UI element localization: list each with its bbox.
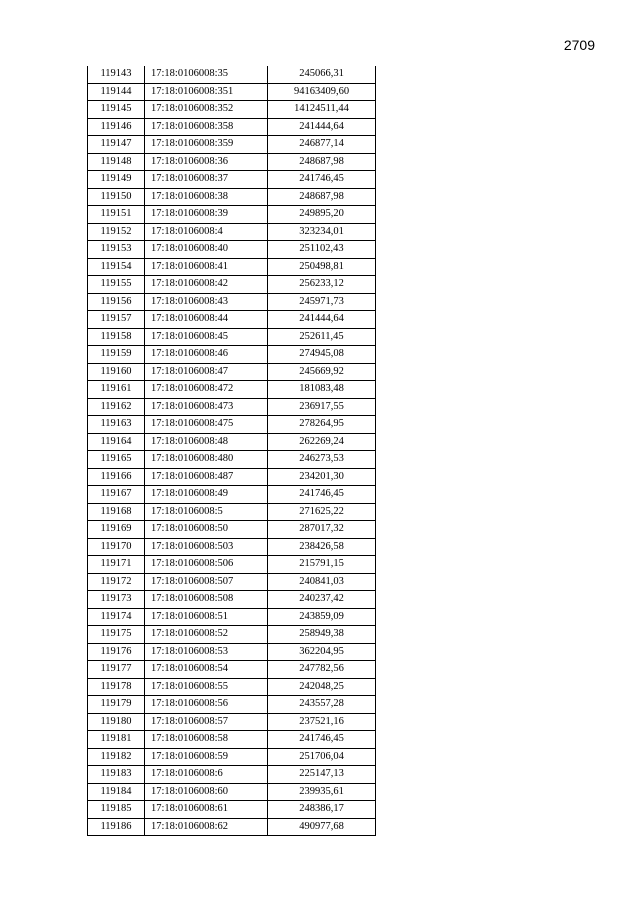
cadastral-number-cell: 17:18:0106008:53 [145, 643, 268, 661]
cadastral-value-cell: 248386,17 [268, 801, 376, 819]
table-row [88, 206, 376, 224]
cadastral-number-cell: 17:18:0106008:50 [145, 521, 268, 539]
record-number-cell: 119183 [88, 766, 145, 784]
cadastral-number-cell: 17:18:0106008:62 [145, 818, 268, 836]
cadastral-value-cell: 271625,22 [268, 503, 376, 521]
table-row [88, 153, 376, 171]
cadastral-value-cell: 252611,45 [268, 328, 376, 346]
cadastral-number-cell: 17:18:0106008:487 [145, 468, 268, 486]
cadastral-number-cell: 17:18:0106008:473 [145, 398, 268, 416]
cadastral-value-cell: 251706,04 [268, 748, 376, 766]
cadastral-value-cell: 240841,03 [268, 573, 376, 591]
record-number-cell: 119171 [88, 556, 145, 574]
table-row [88, 258, 376, 276]
table-row [88, 486, 376, 504]
cadastral-value-cell: 239935,61 [268, 783, 376, 801]
record-number-cell: 119157 [88, 311, 145, 329]
cadastral-number-cell: 17:18:0106008:48 [145, 433, 268, 451]
cadastral-number-cell: 17:18:0106008:508 [145, 591, 268, 609]
record-number-cell: 119170 [88, 538, 145, 556]
cadastral-number-cell: 17:18:0106008:475 [145, 416, 268, 434]
cadastral-number-cell: 17:18:0106008:59 [145, 748, 268, 766]
record-number-cell: 119169 [88, 521, 145, 539]
table-row [88, 381, 376, 399]
table-row [88, 346, 376, 364]
cadastral-number-cell: 17:18:0106008:506 [145, 556, 268, 574]
table-row [88, 643, 376, 661]
cadastral-number-cell: 17:18:0106008:507 [145, 573, 268, 591]
table-row [88, 783, 376, 801]
record-number-cell: 119164 [88, 433, 145, 451]
table-row [88, 136, 376, 154]
table-row [88, 451, 376, 469]
cadastral-number-cell: 17:18:0106008:4 [145, 223, 268, 241]
cadastral-number-cell: 17:18:0106008:38 [145, 188, 268, 206]
cadastral-number-cell: 17:18:0106008:54 [145, 661, 268, 679]
table-row [88, 626, 376, 644]
cadastral-value-cell: 251102,43 [268, 241, 376, 259]
cadastral-value-cell: 245669,92 [268, 363, 376, 381]
table-row [88, 223, 376, 241]
cadastral-number-cell: 17:18:0106008:61 [145, 801, 268, 819]
record-number-cell: 119162 [88, 398, 145, 416]
table-row [88, 101, 376, 119]
record-number-cell: 119151 [88, 206, 145, 224]
cadastral-number-cell: 17:18:0106008:36 [145, 153, 268, 171]
cadastral-value-cell: 250498,81 [268, 258, 376, 276]
record-number-cell: 119150 [88, 188, 145, 206]
table-row [88, 276, 376, 294]
table-row [88, 416, 376, 434]
record-number-cell: 119161 [88, 381, 145, 399]
cadastral-value-cell: 362204,95 [268, 643, 376, 661]
cadastral-number-cell: 17:18:0106008:43 [145, 293, 268, 311]
record-number-cell: 119172 [88, 573, 145, 591]
cadastral-value-cell: 246877,14 [268, 136, 376, 154]
record-number-cell: 119156 [88, 293, 145, 311]
cadastral-value-cell: 243859,09 [268, 608, 376, 626]
cadastral-value-cell: 94163409,60 [268, 83, 376, 101]
table-row [88, 118, 376, 136]
cadastral-number-cell: 17:18:0106008:44 [145, 311, 268, 329]
table-row [88, 696, 376, 714]
cadastral-value-cell: 256233,12 [268, 276, 376, 294]
table-row [88, 433, 376, 451]
cadastral-number-cell: 17:18:0106008:41 [145, 258, 268, 276]
record-number-cell: 119174 [88, 608, 145, 626]
cadastral-value-cell: 238426,58 [268, 538, 376, 556]
cadastral-value-cell: 278264,95 [268, 416, 376, 434]
cadastral-number-cell: 17:18:0106008:40 [145, 241, 268, 259]
cadastral-value-cell: 234201,30 [268, 468, 376, 486]
cadastral-number-cell: 17:18:0106008:49 [145, 486, 268, 504]
record-number-cell: 119148 [88, 153, 145, 171]
table-row [88, 801, 376, 819]
cadastral-number-cell: 17:18:0106008:6 [145, 766, 268, 784]
cadastral-number-cell: 17:18:0106008:57 [145, 713, 268, 731]
record-number-cell: 119147 [88, 136, 145, 154]
record-number-cell: 119158 [88, 328, 145, 346]
record-number-cell: 119180 [88, 713, 145, 731]
table-row [88, 818, 376, 836]
record-number-cell: 119167 [88, 486, 145, 504]
record-number-cell: 119185 [88, 801, 145, 819]
table-row [88, 328, 376, 346]
record-number-cell: 119186 [88, 818, 145, 836]
cadastral-value-cell: 323234,01 [268, 223, 376, 241]
cadastral-number-cell: 17:18:0106008:58 [145, 731, 268, 749]
table-row [88, 293, 376, 311]
cadastral-number-cell: 17:18:0106008:480 [145, 451, 268, 469]
cadastral-value-cell: 258949,38 [268, 626, 376, 644]
record-number-cell: 119143 [88, 66, 145, 83]
table-row [88, 678, 376, 696]
table-row [88, 608, 376, 626]
table-row [88, 748, 376, 766]
cadastral-number-cell: 17:18:0106008:51 [145, 608, 268, 626]
table-row [88, 241, 376, 259]
record-number-cell: 119179 [88, 696, 145, 714]
table-row [88, 573, 376, 591]
cadastral-number-cell: 17:18:0106008:39 [145, 206, 268, 224]
record-number-cell: 119153 [88, 241, 145, 259]
cadastral-value-cell: 247782,56 [268, 661, 376, 679]
table-row [88, 521, 376, 539]
cadastral-value-cell: 14124511,44 [268, 101, 376, 119]
record-number-cell: 119184 [88, 783, 145, 801]
cadastral-value-cell: 274945,08 [268, 346, 376, 364]
cadastral-number-cell: 17:18:0106008:45 [145, 328, 268, 346]
record-number-cell: 119178 [88, 678, 145, 696]
record-number-cell: 119152 [88, 223, 145, 241]
cadastral-value-cell: 181083,48 [268, 381, 376, 399]
cadastral-value-cell: 243557,28 [268, 696, 376, 714]
record-number-cell: 119160 [88, 363, 145, 381]
table-row [88, 171, 376, 189]
cadastral-value-cell: 287017,32 [268, 521, 376, 539]
record-number-cell: 119175 [88, 626, 145, 644]
table-row [88, 591, 376, 609]
table-row [88, 503, 376, 521]
table-row [88, 468, 376, 486]
cadastral-value-cell: 242048,25 [268, 678, 376, 696]
table-row [88, 83, 376, 101]
cadastral-number-cell: 17:18:0106008:42 [145, 276, 268, 294]
cadastral-value-cell: 241746,45 [268, 731, 376, 749]
cadastral-value-cell: 262269,24 [268, 433, 376, 451]
cadastral-number-cell: 17:18:0106008:503 [145, 538, 268, 556]
table-row [88, 766, 376, 784]
cadastral-value-cell: 249895,20 [268, 206, 376, 224]
record-number-cell: 119159 [88, 346, 145, 364]
cadastral-number-cell: 17:18:0106008:55 [145, 678, 268, 696]
record-number-cell: 119163 [88, 416, 145, 434]
cadastral-number-cell: 17:18:0106008:352 [145, 101, 268, 119]
table-row [88, 398, 376, 416]
record-number-cell: 119144 [88, 83, 145, 101]
record-number-cell: 119182 [88, 748, 145, 766]
cadastral-value-cell: 236917,55 [268, 398, 376, 416]
table-row [88, 661, 376, 679]
record-number-cell: 119168 [88, 503, 145, 521]
record-number-cell: 119154 [88, 258, 145, 276]
cadastral-value-cell: 248687,98 [268, 153, 376, 171]
record-number-cell: 119149 [88, 171, 145, 189]
cadastral-number-cell: 17:18:0106008:60 [145, 783, 268, 801]
record-number-cell: 119173 [88, 591, 145, 609]
record-number-cell: 119177 [88, 661, 145, 679]
record-number-cell: 119155 [88, 276, 145, 294]
cadastral-value-cell: 241746,45 [268, 171, 376, 189]
table-body [88, 66, 376, 836]
cadastral-number-cell: 17:18:0106008:358 [145, 118, 268, 136]
cadastral-number-cell: 17:18:0106008:359 [145, 136, 268, 154]
cadastral-number-cell: 17:18:0106008:47 [145, 363, 268, 381]
record-number-cell: 119145 [88, 101, 145, 119]
cadastral-number-cell: 17:18:0106008:5 [145, 503, 268, 521]
cadastral-value-cell: 215791,15 [268, 556, 376, 574]
record-number-cell: 119176 [88, 643, 145, 661]
table-row [88, 188, 376, 206]
record-number-cell: 119165 [88, 451, 145, 469]
table-row [88, 713, 376, 731]
cadastral-number-cell: 17:18:0106008:37 [145, 171, 268, 189]
cadastral-value-cell: 490977,68 [268, 818, 376, 836]
table-row [88, 363, 376, 381]
cadastral-value-cell: 248687,98 [268, 188, 376, 206]
cadastral-value-cell: 246273,53 [268, 451, 376, 469]
cadastral-value-cell: 245971,73 [268, 293, 376, 311]
table-row [88, 538, 376, 556]
cadastral-value-cell: 241746,45 [268, 486, 376, 504]
cadastral-value-cell: 245066,31 [268, 66, 376, 83]
cadastral-value-cell: 241444,64 [268, 311, 376, 329]
cadastral-value-cell: 241444,64 [268, 118, 376, 136]
cadastral-number-cell: 17:18:0106008:56 [145, 696, 268, 714]
page-number: 2709 [563, 37, 595, 53]
table-row [88, 311, 376, 329]
cadastral-value-cell: 237521,16 [268, 713, 376, 731]
cadastral-number-cell: 17:18:0106008:351 [145, 83, 268, 101]
record-number-cell: 119146 [88, 118, 145, 136]
table-row [88, 731, 376, 749]
record-number-cell: 119166 [88, 468, 145, 486]
cadastral-value-cell: 240237,42 [268, 591, 376, 609]
record-number-cell: 119181 [88, 731, 145, 749]
table-row [88, 66, 376, 83]
cadastral-value-cell: 225147,13 [268, 766, 376, 784]
cadastral-number-cell: 17:18:0106008:35 [145, 66, 268, 83]
cadastral-value-table [87, 66, 376, 836]
cadastral-number-cell: 17:18:0106008:52 [145, 626, 268, 644]
table-row [88, 556, 376, 574]
cadastral-number-cell: 17:18:0106008:472 [145, 381, 268, 399]
cadastral-number-cell: 17:18:0106008:46 [145, 346, 268, 364]
